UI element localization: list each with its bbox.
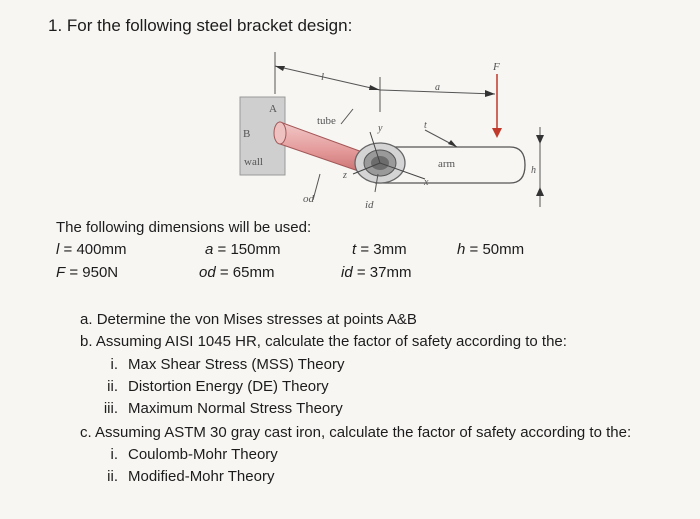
tube-leader xyxy=(341,109,353,124)
task-c xyxy=(80,424,631,441)
dim-l-arrow-left xyxy=(275,66,285,71)
task-b-item-3: iii. Maximum Normal Stress Theory xyxy=(103,400,343,417)
dim-a-arrow xyxy=(485,90,495,97)
dim-F: F = 950N xyxy=(56,264,119,281)
dim-t-arrow xyxy=(448,140,457,147)
dim-a: a = 150mm xyxy=(205,241,281,258)
task-b xyxy=(80,333,567,350)
question-number: 1. xyxy=(48,16,63,35)
label-x: x xyxy=(424,177,429,188)
dim-h: h = 50mm xyxy=(457,241,525,258)
label-tube: tube xyxy=(317,115,336,127)
task-a-marker: a. xyxy=(80,311,93,328)
dim-l-arrow-right xyxy=(369,85,380,90)
task-a-text: Determine the von Mises stresses at points A&B xyxy=(96,311,417,328)
task-b-item-2: ii. Distortion Energy (DE) Theory xyxy=(107,378,329,395)
task-c-item-1: i. Coulomb-Mohr Theory xyxy=(110,446,278,463)
force-arrow-head xyxy=(492,128,502,138)
task-b-marker: b. xyxy=(80,333,93,350)
dim-l: l = 400mm xyxy=(56,241,127,258)
tube-end xyxy=(274,122,286,144)
dim-id: id = 37mm xyxy=(341,264,412,281)
label-z: z xyxy=(343,170,347,181)
task-c-item-2: ii. Modified-Mohr Theory xyxy=(107,468,275,485)
label-t: t xyxy=(424,120,427,131)
task-b-item-1: i. Max Shear Stress (MSS) Theory xyxy=(110,356,345,373)
label-a: a xyxy=(435,82,440,93)
label-F: F xyxy=(493,61,500,73)
label-wall: wall xyxy=(244,156,263,168)
question-title: For the following steel bracket design: xyxy=(66,16,353,35)
bracket-diagram xyxy=(225,52,570,212)
task-c-marker: c. xyxy=(80,424,92,441)
dim-h-arrow-top xyxy=(536,135,544,144)
od-leader xyxy=(313,174,320,200)
label-A: A xyxy=(269,103,277,115)
label-B: B xyxy=(243,128,251,140)
label-h: h xyxy=(531,165,536,176)
task-b-text: Assuming AISI 1045 HR, calculate the factor of safety according to the: xyxy=(95,333,567,350)
label-l: l xyxy=(321,71,325,83)
dim-t: t = 3mm xyxy=(352,241,407,258)
dim-h-arrow-bottom xyxy=(536,187,544,196)
dim-l-line xyxy=(275,66,380,90)
label-y: y xyxy=(378,123,383,134)
label-arm: arm xyxy=(438,158,456,170)
task-c-text: Assuming ASTM 30 gray cast iron, calculate the factor of safety according to the: xyxy=(95,424,632,441)
dim-od: od = 65mm xyxy=(199,264,275,281)
dimensions-intro: The following dimensions will be used: xyxy=(56,219,312,236)
question-heading xyxy=(48,16,352,36)
label-id: id xyxy=(365,199,374,211)
label-od: od xyxy=(303,193,314,205)
task-a xyxy=(80,311,417,328)
